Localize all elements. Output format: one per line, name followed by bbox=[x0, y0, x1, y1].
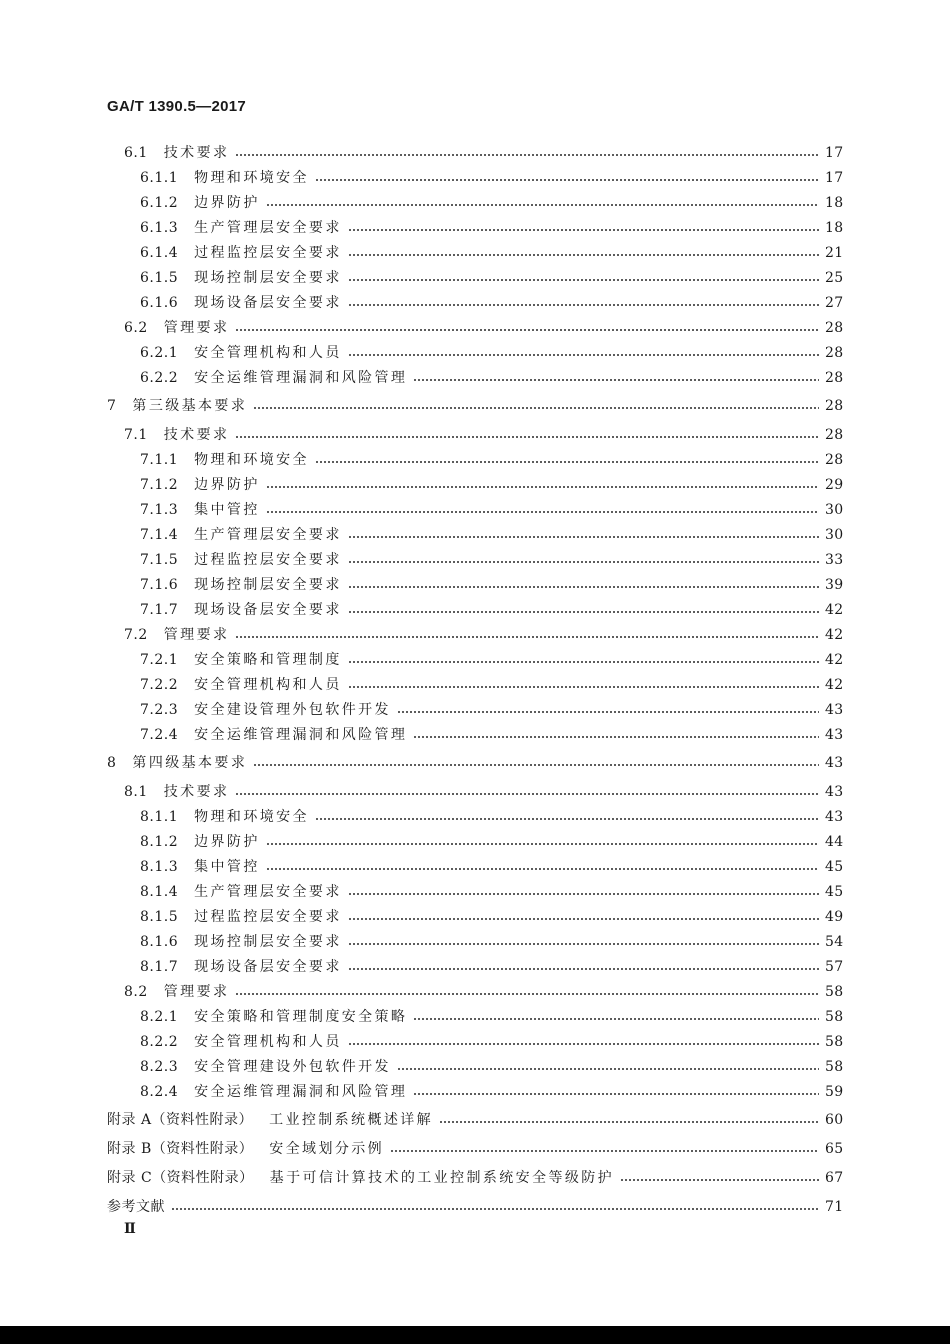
toc-number: 6.2.1 bbox=[140, 345, 179, 361]
leader-dots bbox=[348, 891, 819, 897]
leader-dots bbox=[315, 177, 819, 183]
toc-entry bbox=[140, 499, 843, 521]
leader-dots bbox=[348, 352, 819, 358]
toc-entry bbox=[140, 342, 843, 364]
toc-entry bbox=[140, 599, 843, 621]
leader-dots bbox=[266, 202, 819, 208]
leader-dots bbox=[413, 1016, 819, 1022]
toc-number: 8.1.4 bbox=[140, 884, 179, 900]
toc-entry bbox=[140, 856, 843, 878]
leader-dots bbox=[397, 709, 819, 715]
toc-number: 6.1.3 bbox=[140, 220, 179, 236]
toc-number: 6.1.4 bbox=[140, 245, 179, 261]
leader-dots bbox=[235, 434, 819, 440]
toc-entry bbox=[107, 1167, 843, 1189]
toc-number: 7.1.5 bbox=[140, 552, 179, 568]
toc-number: 7 bbox=[107, 398, 117, 414]
leader-dots bbox=[235, 152, 819, 158]
leader-dots bbox=[235, 634, 819, 640]
toc-entry bbox=[140, 574, 843, 596]
toc-title: 安全策略和管理制度安全策略 bbox=[194, 1009, 408, 1025]
toc-title: 安全域划分示例 bbox=[269, 1141, 385, 1157]
leader-dots bbox=[348, 559, 819, 565]
toc-page-number: 43 bbox=[825, 784, 844, 800]
toc-entry bbox=[140, 1081, 843, 1103]
toc-number: 附录 B（资料性附录） bbox=[107, 1141, 254, 1157]
toc-page-number: 28 bbox=[825, 345, 844, 361]
toc-entry bbox=[140, 449, 843, 471]
toc-number: 8.1.7 bbox=[140, 959, 179, 975]
leader-dots bbox=[235, 327, 819, 333]
toc-title: 生产管理层安全要求 bbox=[194, 884, 342, 900]
toc-number: 7.1.4 bbox=[140, 527, 179, 543]
toc-number: 7.2.1 bbox=[140, 652, 179, 668]
toc-entry bbox=[140, 649, 843, 671]
toc-entry bbox=[140, 242, 843, 264]
toc-number: 7.1.7 bbox=[140, 602, 179, 618]
toc-entry bbox=[140, 931, 843, 953]
toc-title: 技术要求 bbox=[163, 427, 230, 443]
leader-dots bbox=[348, 1041, 819, 1047]
toc-page-number: 45 bbox=[825, 884, 844, 900]
toc-number: 8.2.1 bbox=[140, 1009, 179, 1025]
toc-title: 物理和环境安全 bbox=[194, 170, 309, 186]
leader-dots bbox=[315, 459, 819, 465]
toc-page-number: 21 bbox=[825, 245, 844, 261]
toc-number: 7.1 bbox=[124, 427, 148, 443]
toc-number: 8.1.5 bbox=[140, 909, 179, 925]
toc-title: 物理和环境安全 bbox=[194, 452, 309, 468]
toc-page-number: 45 bbox=[825, 859, 844, 875]
toc-number: 6.1.1 bbox=[140, 170, 179, 186]
toc-page-number: 25 bbox=[825, 270, 844, 286]
toc-entry bbox=[140, 1031, 843, 1053]
leader-dots bbox=[235, 791, 819, 797]
leader-dots bbox=[348, 277, 819, 283]
leader-dots bbox=[253, 762, 819, 768]
toc-page-number: 59 bbox=[825, 1084, 844, 1100]
leader-dots bbox=[397, 1066, 819, 1072]
toc-page-number: 42 bbox=[825, 602, 844, 618]
leader-dots bbox=[348, 916, 819, 922]
toc-number: 6.2 bbox=[124, 320, 148, 336]
toc-page-number: 30 bbox=[825, 527, 844, 543]
toc-title: 安全运维管理漏洞和风险管理 bbox=[194, 727, 408, 743]
toc-title: 现场设备层安全要求 bbox=[194, 295, 342, 311]
toc-number: 7.2.2 bbox=[140, 677, 179, 693]
toc-title: 技术要求 bbox=[163, 784, 230, 800]
toc-number: 8.1.1 bbox=[140, 809, 179, 825]
leader-dots bbox=[620, 1177, 819, 1183]
leader-dots bbox=[171, 1206, 819, 1212]
leader-dots bbox=[235, 991, 819, 997]
toc-title: 安全管理机构和人员 bbox=[194, 677, 342, 693]
toc-number: 8.1 bbox=[124, 784, 148, 800]
toc-entry bbox=[107, 752, 843, 774]
toc-title: 现场控制层安全要求 bbox=[194, 934, 342, 950]
toc-entry bbox=[124, 781, 843, 803]
toc-entry bbox=[140, 267, 843, 289]
toc-page-number: 18 bbox=[825, 220, 844, 236]
toc-title: 边界防护 bbox=[194, 477, 260, 493]
toc-page-number: 33 bbox=[825, 552, 844, 568]
toc-title: 安全运维管理漏洞和风险管理 bbox=[194, 370, 408, 386]
leader-dots bbox=[315, 816, 819, 822]
leader-dots bbox=[266, 509, 819, 515]
leader-dots bbox=[348, 966, 819, 972]
toc-number: 7.1.2 bbox=[140, 477, 179, 493]
toc-title: 安全建设管理外包软件开发 bbox=[194, 702, 391, 718]
toc-number: 8.2.3 bbox=[140, 1059, 179, 1075]
toc-title: 安全管理机构和人员 bbox=[194, 1034, 342, 1050]
toc-entry bbox=[140, 724, 843, 746]
toc-title: 过程监控层安全要求 bbox=[194, 552, 342, 568]
toc-page-number: 49 bbox=[825, 909, 844, 925]
toc-number: 6.1.6 bbox=[140, 295, 179, 311]
leader-dots bbox=[348, 252, 819, 258]
toc-entry bbox=[140, 956, 843, 978]
toc-entry bbox=[140, 674, 843, 696]
toc-title: 安全管理建设外包软件开发 bbox=[194, 1059, 391, 1075]
toc-page-number: 17 bbox=[825, 170, 844, 186]
toc-title: 基于可信计算技术的工业控制系统安全等级防护 bbox=[269, 1170, 615, 1186]
toc-number: 8 bbox=[107, 755, 117, 771]
leader-dots bbox=[348, 659, 819, 665]
toc-entry bbox=[107, 1196, 843, 1218]
toc-page-number: 44 bbox=[825, 834, 844, 850]
toc-entry bbox=[124, 317, 843, 339]
toc-title: 安全管理机构和人员 bbox=[194, 345, 342, 361]
toc-title: 工业控制系统概述详解 bbox=[269, 1112, 434, 1128]
toc-entry bbox=[140, 292, 843, 314]
toc-number: 8.1.3 bbox=[140, 859, 179, 875]
toc-entry bbox=[140, 217, 843, 239]
toc-title: 管理要求 bbox=[163, 984, 230, 1000]
toc-number: 6.1 bbox=[124, 145, 148, 161]
toc-entry bbox=[124, 624, 843, 646]
toc-page-number: 42 bbox=[825, 677, 844, 693]
toc-page-number: 71 bbox=[825, 1199, 844, 1215]
toc-page-number: 27 bbox=[825, 295, 844, 311]
toc-page-number: 54 bbox=[825, 934, 844, 950]
toc-title: 过程监控层安全要求 bbox=[194, 245, 342, 261]
toc-entry bbox=[124, 981, 843, 1003]
toc-page-number: 57 bbox=[825, 959, 844, 975]
leader-dots bbox=[348, 302, 819, 308]
leader-dots bbox=[253, 405, 819, 411]
toc-number: 8.2 bbox=[124, 984, 148, 1000]
toc-title: 物理和环境安全 bbox=[194, 809, 309, 825]
toc-number: 6.1.5 bbox=[140, 270, 179, 286]
toc-entry bbox=[140, 806, 843, 828]
toc-page-number: 30 bbox=[825, 502, 844, 518]
toc-title: 安全策略和管理制度 bbox=[194, 652, 342, 668]
toc-page-number: 17 bbox=[825, 145, 844, 161]
leader-dots bbox=[348, 534, 819, 540]
toc-page-number: 28 bbox=[825, 320, 844, 336]
toc-number: 7.1.1 bbox=[140, 452, 179, 468]
toc-page-number: 43 bbox=[825, 727, 844, 743]
toc-page-number: 60 bbox=[825, 1112, 844, 1128]
toc-page-number: 28 bbox=[825, 370, 844, 386]
document-code: GA/T 1390.5—2017 bbox=[107, 98, 247, 115]
toc-number: 8.1.6 bbox=[140, 934, 179, 950]
toc-entry bbox=[140, 524, 843, 546]
toc-number: 8.1.2 bbox=[140, 834, 179, 850]
toc-entry bbox=[140, 192, 843, 214]
toc-page-number: 39 bbox=[825, 577, 844, 593]
toc-page-number: 42 bbox=[825, 652, 844, 668]
toc-title: 边界防护 bbox=[194, 195, 260, 211]
leader-dots bbox=[348, 941, 819, 947]
toc-page-number: 58 bbox=[825, 1059, 844, 1075]
leader-dots bbox=[390, 1148, 819, 1154]
toc-entry bbox=[140, 1056, 843, 1078]
toc-page-number: 43 bbox=[825, 702, 844, 718]
toc-title: 安全运维管理漏洞和风险管理 bbox=[194, 1084, 408, 1100]
toc-entry bbox=[107, 1109, 843, 1131]
toc-entry bbox=[107, 1138, 843, 1160]
toc-page-number: 43 bbox=[825, 809, 844, 825]
toc-title: 现场设备层安全要求 bbox=[194, 959, 342, 975]
leader-dots bbox=[413, 377, 819, 383]
toc-title: 边界防护 bbox=[194, 834, 260, 850]
toc-title: 过程监控层安全要求 bbox=[194, 909, 342, 925]
leader-dots bbox=[348, 684, 819, 690]
toc-title: 第四级基本要求 bbox=[132, 755, 248, 771]
toc-number: 8.2.2 bbox=[140, 1034, 179, 1050]
leader-dots bbox=[439, 1119, 819, 1125]
toc-page-number: 29 bbox=[825, 477, 844, 493]
bottom-border-bar bbox=[0, 1326, 950, 1344]
leader-dots bbox=[266, 866, 819, 872]
toc-page-number: 28 bbox=[825, 452, 844, 468]
toc-number: 附录 A（资料性附录） bbox=[107, 1112, 254, 1128]
toc-entry bbox=[140, 1006, 843, 1028]
toc-page-number: 28 bbox=[825, 398, 844, 414]
leader-dots bbox=[413, 734, 819, 740]
toc-entry bbox=[107, 395, 843, 417]
toc-entry bbox=[140, 367, 843, 389]
leader-dots bbox=[266, 484, 819, 490]
toc-entry bbox=[140, 831, 843, 853]
toc-page-number: 42 bbox=[825, 627, 844, 643]
toc-entry bbox=[140, 699, 843, 721]
leader-dots bbox=[348, 584, 819, 590]
toc-number: 6.1.2 bbox=[140, 195, 179, 211]
toc-number: 7.2.4 bbox=[140, 727, 179, 743]
toc-title: 管理要求 bbox=[163, 627, 230, 643]
toc-title: 生产管理层安全要求 bbox=[194, 220, 342, 236]
toc-page-number: 67 bbox=[825, 1170, 844, 1186]
toc-title: 现场控制层安全要求 bbox=[194, 577, 342, 593]
toc-title: 现场设备层安全要求 bbox=[194, 602, 342, 618]
toc-number: 附录 C（资料性附录） bbox=[107, 1170, 254, 1186]
toc-page-number: 28 bbox=[825, 427, 844, 443]
toc-page-number: 65 bbox=[825, 1141, 844, 1157]
toc-entry bbox=[140, 167, 843, 189]
toc-number: 6.2.2 bbox=[140, 370, 179, 386]
toc-number: 7.2 bbox=[124, 627, 148, 643]
toc-page-number: 58 bbox=[825, 984, 844, 1000]
toc-entry bbox=[140, 549, 843, 571]
page-number: Ⅱ bbox=[124, 1221, 136, 1237]
toc-entry bbox=[140, 906, 843, 928]
toc-entry bbox=[140, 881, 843, 903]
toc-number: 7.1.3 bbox=[140, 502, 179, 518]
toc-page-number: 58 bbox=[825, 1009, 844, 1025]
toc-title: 第三级基本要求 bbox=[132, 398, 248, 414]
toc-number: 7.2.3 bbox=[140, 702, 179, 718]
toc-title: 集中管控 bbox=[194, 859, 260, 875]
leader-dots bbox=[348, 227, 819, 233]
toc-page-number: 58 bbox=[825, 1034, 844, 1050]
leader-dots bbox=[266, 841, 819, 847]
toc-title: 管理要求 bbox=[163, 320, 230, 336]
toc-entry bbox=[140, 474, 843, 496]
toc-title: 现场控制层安全要求 bbox=[194, 270, 342, 286]
toc-number: 8.2.4 bbox=[140, 1084, 179, 1100]
leader-dots bbox=[348, 609, 819, 615]
toc-title: 集中管控 bbox=[194, 502, 260, 518]
toc-title: 技术要求 bbox=[163, 145, 230, 161]
leader-dots bbox=[413, 1091, 819, 1097]
toc-number: 参考文献 bbox=[107, 1199, 165, 1215]
toc-page-number: 18 bbox=[825, 195, 844, 211]
toc-title: 生产管理层安全要求 bbox=[194, 527, 342, 543]
toc-page-number: 43 bbox=[825, 755, 844, 771]
toc-entry bbox=[124, 424, 843, 446]
toc-number: 7.1.6 bbox=[140, 577, 179, 593]
toc-entry bbox=[124, 142, 843, 164]
